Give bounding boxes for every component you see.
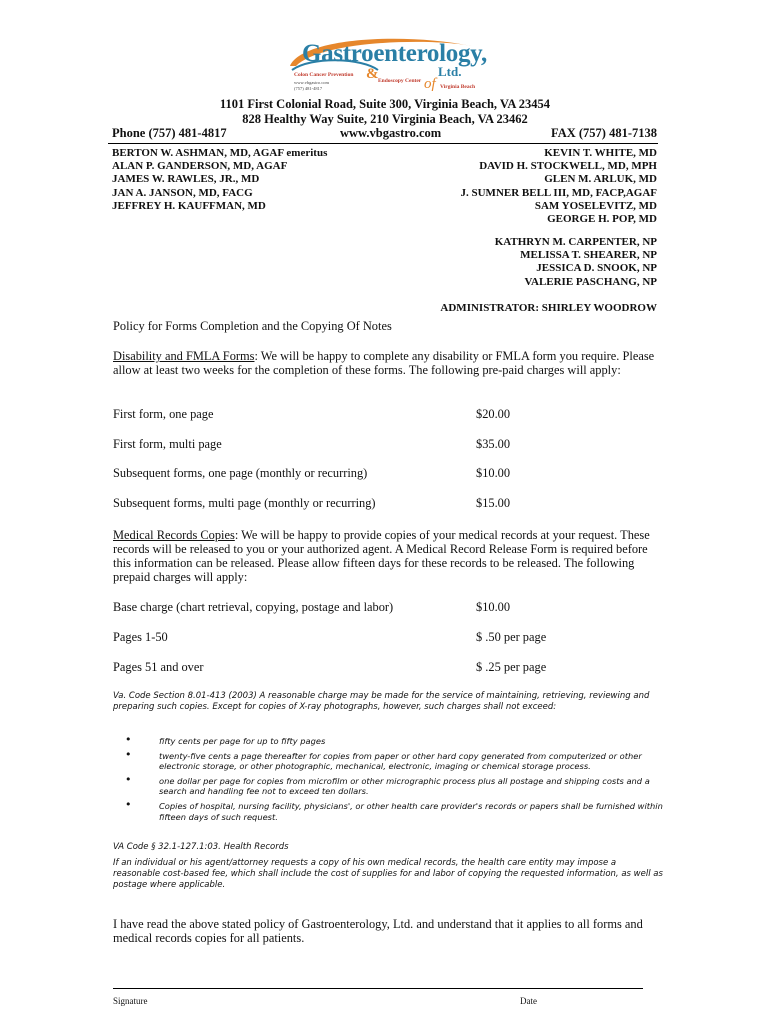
disability-text: : We will be happy to complete any disability or FMLA form you require. Please allow at least two weeks for the completion of these forms. The following pre-paid charges will apply: — [113, 349, 655, 377]
acknowledgement-text: I have read the above stated policy of Gastroenterology, Ltd. and understand that it applies to all forms and medical records copies for all patients. — [113, 917, 643, 945]
fee-row — [113, 630, 661, 645]
date-label: Date — [520, 996, 537, 1006]
policy-title: Policy for Forms Completion and the Copying Of Notes — [113, 319, 392, 333]
doctor-name: SAM YOSELEVITZ, MD — [534, 199, 657, 212]
fee-label: Pages 51 and over — [113, 660, 204, 674]
fee-amount: $20.00 — [476, 407, 511, 421]
doctor-name: GEORGE H. POP, MD — [547, 213, 657, 226]
fee-label: First form, multi page — [113, 437, 222, 451]
fee-amount: $ .25 per page — [476, 660, 547, 674]
list-item — [113, 733, 663, 747]
administrator: ADMINISTRATOR: SHIRLEY WOODROW — [440, 302, 657, 314]
bullet-icon: • — [125, 747, 132, 761]
header-divider — [108, 143, 658, 144]
fax-number: FAX (757) 481-7138 — [551, 126, 657, 140]
phone-number: Phone (757) 481-4817 — [112, 126, 227, 140]
contact-row — [112, 126, 657, 142]
doctor-name: JAMES W. RAWLES, JR., MD — [112, 173, 260, 186]
fee-row — [113, 496, 661, 511]
signature-line[interactable] — [113, 988, 643, 989]
np-name: KATHRYN M. CARPENTER, NP — [494, 236, 657, 248]
fee-label: Subsequent forms, multi page (monthly or recurring) — [113, 496, 376, 510]
logo-of: of — [424, 76, 436, 92]
bullet-icon: • — [125, 733, 132, 746]
logo-title: Gastroenterology, — [302, 40, 487, 67]
np-name: VALERIE PASCHANG, NP — [524, 275, 657, 288]
medical-records-text: : We will be happy to provide copies of your medical records at your request. These records will be released to you or your authorized agent. A Medical Record Release Form is required before this information can be released. Please allow fifteen days for these records to be released. The following prepaid charges will apply: — [113, 528, 650, 584]
doctor-list-right — [461, 147, 658, 226]
doctor-name: BERTON W. ASHMAN, MD, AGAF emeritus — [112, 147, 328, 159]
doctor-name: DAVID H. STOCKWELL, MD, MPH — [479, 160, 657, 173]
nurse-practitioner-list — [495, 236, 657, 289]
fee-row — [113, 600, 661, 615]
doctor-name: KEVIN T. WHITE, MD — [544, 147, 657, 159]
fee-amount: $ .50 per page — [476, 630, 547, 644]
disability-heading: Disability and FMLA Forms — [113, 349, 255, 363]
medical-records-paragraph — [113, 528, 661, 584]
list-item-text: twenty-five cents a page thereafter for copies from paper or other hard copy generated from computerized or other electronic storage, or other photographic, mechanical, electronic, imaging or chemical storage process. — [159, 750, 642, 772]
logo-phone: (757) 481-4817 — [294, 86, 323, 91]
fee-amount: $10.00 — [476, 466, 511, 480]
fee-amount: $35.00 — [476, 437, 511, 451]
list-item — [113, 747, 663, 772]
doctor-list-left — [112, 147, 327, 213]
fee-row — [113, 660, 661, 675]
bullet-icon: • — [125, 797, 132, 811]
bullet-icon: • — [125, 772, 132, 786]
np-name: JESSICA D. SNOOK, NP — [536, 262, 657, 275]
fee-amount: $15.00 — [476, 496, 511, 510]
fee-row — [113, 437, 661, 452]
address-line-1: 1101 First Colonial Road, Suite 300, Virginia Beach, VA 23454 — [219, 97, 551, 111]
list-item — [113, 797, 663, 822]
disability-paragraph — [113, 349, 661, 377]
fee-label: Subsequent forms, one page (monthly or recurring) — [113, 466, 368, 480]
doctor-name: JEFFREY H. KAUFFMAN, MD — [112, 199, 266, 212]
logo-endo-text: Endoscopy Center — [378, 78, 422, 84]
fee-label: First form, one page — [113, 407, 214, 421]
va-code-heading: VA Code § 32.1-127.1:03. Health Records — [113, 842, 289, 852]
medical-records-heading: Medical Records Copies — [113, 528, 235, 542]
address-line-2: 828 Healthy Way Suite, 210 Virginia Beach, VA 23462 — [242, 112, 528, 126]
list-item — [113, 772, 663, 797]
va-code-health-records: If an individual or his agent/attorney requests a copy of his own medical records, the health care entity may impose a reasonable cost-based fee, which shall include the cost of supplies for and labor of copying the requested information, as well as postage where applicable. — [113, 858, 663, 891]
practice-logo — [282, 36, 492, 96]
list-item-text: fifty cents per page for up to fifty pages — [159, 736, 326, 746]
doctor-name: ALAN P. GANDERSON, MD, AGAF — [112, 160, 288, 173]
np-name: MELISSA T. SHEARER, NP — [520, 249, 657, 262]
fee-amount: $10.00 — [476, 600, 511, 614]
fee-row — [113, 407, 661, 422]
logo-ampersand: & — [366, 66, 379, 82]
logo-website: www.vbgastro.com — [294, 80, 329, 85]
list-item-text: Copies of hospital, nursing facility, physicians', or other health care provider's records or papers shall be furnished within fifteen days of such request. — [159, 800, 663, 822]
doctor-name: JAN A. JANSON, MD, FACG — [112, 186, 253, 199]
doctor-name: GLEN M. ARLUK, MD — [544, 173, 657, 186]
va-fee-limits-list — [113, 733, 663, 826]
signature-label: Signature — [113, 996, 148, 1006]
logo-virginia-beach: Virginia Beach — [440, 84, 476, 90]
logo-ltd: Ltd. — [438, 64, 462, 79]
list-item-text: one dollar per page for copies from microfilm or other micrographic process plus all postage and shipping costs and a search and handling fee not to exceed ten dollars. — [159, 775, 650, 797]
website: www.vbgastro.com — [340, 126, 442, 140]
fee-label: Pages 1-50 — [113, 630, 168, 644]
doctor-name: J. SUMNER BELL III, MD, FACP,AGAF — [460, 186, 657, 199]
fee-row — [113, 466, 661, 481]
va-code-statement: Va. Code Section 8.01-413 (2003) A reasonable charge may be made for the service of maintaining, retrieving, reviewing and preparing such copies. Except for copies of X-ray photographs, however, such charges shall not exceed: — [113, 691, 650, 713]
logo-colon-text: Colon Cancer Prevention — [294, 72, 354, 78]
fee-label: Base charge (chart retrieval, copying, postage and labor) — [113, 600, 394, 614]
